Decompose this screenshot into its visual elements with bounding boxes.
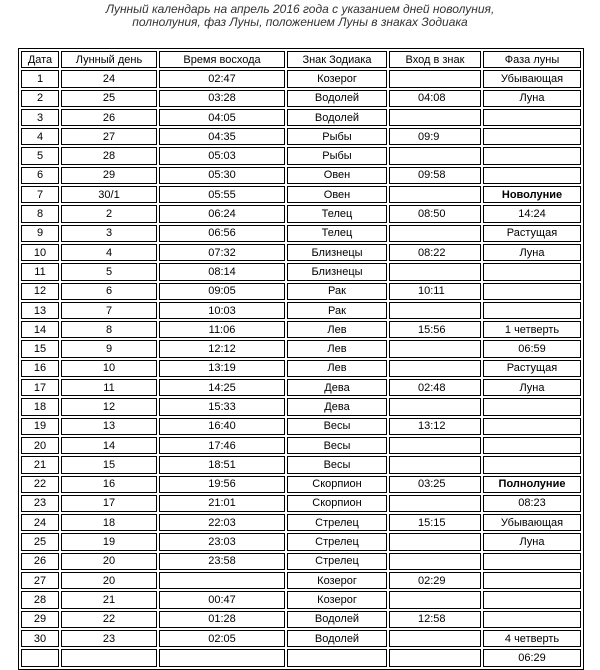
cell-zodiac-sign: Лев [287, 321, 387, 338]
cell-lunar-day: 27 [61, 128, 157, 145]
cell-lunar-day: 9 [61, 340, 157, 357]
cell-sign-entry [389, 70, 481, 87]
cell-lunar-day: 29 [61, 167, 157, 184]
cell-moonrise: 10:03 [159, 302, 285, 319]
cell-moon-phase [483, 302, 581, 319]
cell-moon-phase [483, 591, 581, 608]
cell-date: 18 [21, 398, 59, 415]
cell-zodiac-sign: Близнецы [287, 263, 387, 280]
cell-sign-entry [389, 630, 481, 647]
cell-moonrise: 04:35 [159, 128, 285, 145]
cell-sign-entry [389, 109, 481, 126]
cell-sign-entry: 03:25 [389, 476, 481, 493]
cell-lunar-day: 5 [61, 263, 157, 280]
table-row [21, 147, 581, 164]
cell-moon-phase [483, 109, 581, 126]
table-row [21, 167, 581, 184]
cell-moon-phase: 08:23 [483, 495, 581, 512]
table-row [21, 205, 581, 222]
table-row [21, 476, 581, 493]
cell-date: 25 [21, 533, 59, 550]
cell-sign-entry [389, 649, 481, 666]
cell-moonrise: 06:56 [159, 225, 285, 242]
cell-moon-phase [483, 611, 581, 628]
header-moon-phase: Фаза луны [483, 51, 581, 68]
cell-lunar-day: 12 [61, 398, 157, 415]
cell-moon-phase [483, 167, 581, 184]
table-row [21, 611, 581, 628]
cell-moonrise: 23:58 [159, 553, 285, 570]
cell-moon-phase: Убывающая [483, 70, 581, 87]
table-row [21, 128, 581, 145]
cell-sign-entry: 10:11 [389, 283, 481, 300]
cell-date: 20 [21, 437, 59, 454]
cell-zodiac-sign: Лев [287, 340, 387, 357]
cell-lunar-day: 25 [61, 90, 157, 107]
cell-moon-phase [483, 147, 581, 164]
cell-lunar-day [61, 649, 157, 666]
cell-moon-phase: Луна [483, 90, 581, 107]
cell-zodiac-sign: Дева [287, 398, 387, 415]
table-row [21, 514, 581, 531]
cell-moon-phase: Луна [483, 244, 581, 261]
cell-moon-phase: 14:24 [483, 205, 581, 222]
cell-moon-phase: Полнолуние [483, 476, 581, 493]
cell-sign-entry: 04:08 [389, 90, 481, 107]
header-date: Дата [21, 51, 59, 68]
cell-moonrise: 02:47 [159, 70, 285, 87]
cell-moonrise: 17:46 [159, 437, 285, 454]
cell-date: 19 [21, 418, 59, 435]
cell-moonrise [159, 572, 285, 589]
cell-moonrise: 09:05 [159, 283, 285, 300]
cell-moonrise: 21:01 [159, 495, 285, 512]
cell-moonrise: 11:06 [159, 321, 285, 338]
table-row [21, 340, 581, 357]
cell-date: 4 [21, 128, 59, 145]
cell-lunar-day: 20 [61, 553, 157, 570]
cell-moonrise: 02:05 [159, 630, 285, 647]
cell-sign-entry [389, 263, 481, 280]
cell-moon-phase: Убывающая [483, 514, 581, 531]
cell-moon-phase: 1 четверть [483, 321, 581, 338]
table-row [21, 649, 581, 666]
cell-date: 7 [21, 186, 59, 203]
cell-moonrise: 18:51 [159, 456, 285, 473]
table-row [21, 283, 581, 300]
cell-sign-entry: 12:58 [389, 611, 481, 628]
cell-lunar-day: 7 [61, 302, 157, 319]
table-header-row [21, 51, 581, 68]
table-row [21, 495, 581, 512]
cell-moonrise: 06:24 [159, 205, 285, 222]
cell-zodiac-sign: Телец [287, 205, 387, 222]
cell-zodiac-sign [287, 649, 387, 666]
cell-date: 23 [21, 495, 59, 512]
cell-zodiac-sign: Рак [287, 283, 387, 300]
cell-date: 24 [21, 514, 59, 531]
cell-moon-phase: Луна [483, 379, 581, 396]
table-row [21, 302, 581, 319]
cell-lunar-day: 11 [61, 379, 157, 396]
cell-zodiac-sign: Весы [287, 418, 387, 435]
cell-moonrise: 04:05 [159, 109, 285, 126]
cell-sign-entry [389, 398, 481, 415]
cell-moonrise: 05:30 [159, 167, 285, 184]
cell-lunar-day: 30/1 [61, 186, 157, 203]
cell-lunar-day: 10 [61, 360, 157, 377]
cell-moonrise: 14:25 [159, 379, 285, 396]
cell-zodiac-sign: Скорпион [287, 476, 387, 493]
cell-lunar-day: 20 [61, 572, 157, 589]
cell-sign-entry [389, 360, 481, 377]
cell-sign-entry: 02:29 [389, 572, 481, 589]
cell-moonrise: 03:28 [159, 90, 285, 107]
cell-lunar-day: 6 [61, 283, 157, 300]
table-row [21, 263, 581, 280]
table-row [21, 418, 581, 435]
cell-lunar-day: 8 [61, 321, 157, 338]
header-sign-entry: Вход в знак [389, 51, 481, 68]
cell-zodiac-sign: Весы [287, 456, 387, 473]
table-row [21, 572, 581, 589]
header-zodiac-sign: Знак Зодиака [287, 51, 387, 68]
table-row [21, 437, 581, 454]
caption-line-2: полнолуния, фаз Луны, положением Луны в знаках Зодиака [132, 15, 468, 29]
cell-lunar-day: 15 [61, 456, 157, 473]
cell-sign-entry: 08:22 [389, 244, 481, 261]
cell-sign-entry: 09:9 [389, 128, 481, 145]
table-row [21, 186, 581, 203]
cell-date: 30 [21, 630, 59, 647]
cell-date [21, 649, 59, 666]
cell-zodiac-sign: Дева [287, 379, 387, 396]
cell-moonrise: 07:32 [159, 244, 285, 261]
cell-moonrise: 13:19 [159, 360, 285, 377]
table-row [21, 109, 581, 126]
caption-line-1: Лунный календарь на апрель 2016 года с указанием дней новолуния, [105, 2, 495, 16]
cell-date: 29 [21, 611, 59, 628]
cell-zodiac-sign: Рыбы [287, 147, 387, 164]
table-body [21, 70, 581, 666]
cell-sign-entry: 15:56 [389, 321, 481, 338]
cell-date: 5 [21, 147, 59, 164]
cell-moonrise [159, 649, 285, 666]
cell-date: 15 [21, 340, 59, 357]
header-lunar-day: Лунный день [61, 51, 157, 68]
cell-lunar-day: 19 [61, 533, 157, 550]
cell-moonrise: 23:03 [159, 533, 285, 550]
cell-moonrise: 08:14 [159, 263, 285, 280]
cell-lunar-day: 16 [61, 476, 157, 493]
cell-zodiac-sign: Скорпион [287, 495, 387, 512]
table-row [21, 630, 581, 647]
cell-moon-phase: Новолуние [483, 186, 581, 203]
cell-zodiac-sign: Близнецы [287, 244, 387, 261]
cell-lunar-day: 26 [61, 109, 157, 126]
cell-date: 10 [21, 244, 59, 261]
cell-moon-phase [483, 283, 581, 300]
table-row [21, 321, 581, 338]
cell-date: 8 [21, 205, 59, 222]
cell-moon-phase: Растущая [483, 360, 581, 377]
cell-zodiac-sign: Овен [287, 167, 387, 184]
cell-zodiac-sign: Весы [287, 437, 387, 454]
cell-moonrise: 19:56 [159, 476, 285, 493]
cell-moon-phase [483, 572, 581, 589]
cell-lunar-day: 14 [61, 437, 157, 454]
cell-zodiac-sign: Водолей [287, 90, 387, 107]
cell-lunar-day: 3 [61, 225, 157, 242]
cell-moon-phase [483, 398, 581, 415]
cell-sign-entry [389, 147, 481, 164]
cell-moon-phase: 06:29 [483, 649, 581, 666]
calendar-caption [0, 0, 600, 44]
cell-date: 14 [21, 321, 59, 338]
table-row [21, 553, 581, 570]
table-row [21, 591, 581, 608]
cell-sign-entry [389, 533, 481, 550]
cell-lunar-day: 17 [61, 495, 157, 512]
cell-zodiac-sign: Козерог [287, 70, 387, 87]
cell-lunar-day: 18 [61, 514, 157, 531]
cell-moon-phase: Луна [483, 533, 581, 550]
cell-moonrise: 00:47 [159, 591, 285, 608]
cell-date: 21 [21, 456, 59, 473]
cell-zodiac-sign: Овен [287, 186, 387, 203]
cell-date: 26 [21, 553, 59, 570]
cell-sign-entry [389, 553, 481, 570]
cell-moon-phase [483, 263, 581, 280]
cell-lunar-day: 28 [61, 147, 157, 164]
table-row [21, 244, 581, 261]
cell-zodiac-sign: Стрелец [287, 533, 387, 550]
cell-sign-entry: 15:15 [389, 514, 481, 531]
cell-date: 28 [21, 591, 59, 608]
table-row [21, 90, 581, 107]
cell-sign-entry: 09:58 [389, 167, 481, 184]
header-moonrise: Время восхода [159, 51, 285, 68]
cell-date: 11 [21, 263, 59, 280]
cell-sign-entry [389, 186, 481, 203]
cell-moonrise: 05:55 [159, 186, 285, 203]
cell-sign-entry [389, 302, 481, 319]
cell-zodiac-sign: Лев [287, 360, 387, 377]
table-row [21, 360, 581, 377]
cell-date: 13 [21, 302, 59, 319]
cell-lunar-day: 23 [61, 630, 157, 647]
cell-date: 17 [21, 379, 59, 396]
cell-moon-phase: 4 четверть [483, 630, 581, 647]
cell-lunar-day: 4 [61, 244, 157, 261]
cell-zodiac-sign: Козерог [287, 572, 387, 589]
cell-moonrise: 15:33 [159, 398, 285, 415]
cell-date: 3 [21, 109, 59, 126]
cell-lunar-day: 22 [61, 611, 157, 628]
cell-date: 9 [21, 225, 59, 242]
cell-date: 2 [21, 90, 59, 107]
cell-date: 27 [21, 572, 59, 589]
cell-date: 16 [21, 360, 59, 377]
table-row [21, 379, 581, 396]
cell-zodiac-sign: Стрелец [287, 514, 387, 531]
cell-lunar-day: 24 [61, 70, 157, 87]
cell-sign-entry [389, 591, 481, 608]
cell-date: 1 [21, 70, 59, 87]
cell-moon-phase [483, 553, 581, 570]
cell-moonrise: 22:03 [159, 514, 285, 531]
cell-zodiac-sign: Телец [287, 225, 387, 242]
cell-sign-entry: 13:12 [389, 418, 481, 435]
cell-zodiac-sign: Водолей [287, 109, 387, 126]
table-row [21, 533, 581, 550]
cell-moonrise: 05:03 [159, 147, 285, 164]
cell-moon-phase [483, 128, 581, 145]
cell-zodiac-sign: Рыбы [287, 128, 387, 145]
cell-moonrise: 01:28 [159, 611, 285, 628]
cell-zodiac-sign: Козерог [287, 591, 387, 608]
cell-sign-entry [389, 456, 481, 473]
cell-moon-phase: 06:59 [483, 340, 581, 357]
cell-moon-phase [483, 437, 581, 454]
table-row [21, 398, 581, 415]
cell-sign-entry [389, 225, 481, 242]
cell-moon-phase: Растущая [483, 225, 581, 242]
cell-zodiac-sign: Рак [287, 302, 387, 319]
table-row [21, 225, 581, 242]
cell-date: 6 [21, 167, 59, 184]
cell-sign-entry: 02:48 [389, 379, 481, 396]
cell-moon-phase [483, 418, 581, 435]
cell-zodiac-sign: Водолей [287, 630, 387, 647]
cell-moon-phase [483, 456, 581, 473]
table-row [21, 456, 581, 473]
lunar-calendar-table [18, 48, 584, 670]
cell-sign-entry: 08:50 [389, 205, 481, 222]
cell-date: 22 [21, 476, 59, 493]
cell-sign-entry [389, 340, 481, 357]
cell-moonrise: 12:12 [159, 340, 285, 357]
cell-date: 12 [21, 283, 59, 300]
cell-moonrise: 16:40 [159, 418, 285, 435]
table-row [21, 70, 581, 87]
cell-sign-entry [389, 437, 481, 454]
cell-sign-entry [389, 495, 481, 512]
cell-lunar-day: 13 [61, 418, 157, 435]
cell-zodiac-sign: Водолей [287, 611, 387, 628]
cell-zodiac-sign: Стрелец [287, 553, 387, 570]
cell-lunar-day: 2 [61, 205, 157, 222]
cell-lunar-day: 21 [61, 591, 157, 608]
